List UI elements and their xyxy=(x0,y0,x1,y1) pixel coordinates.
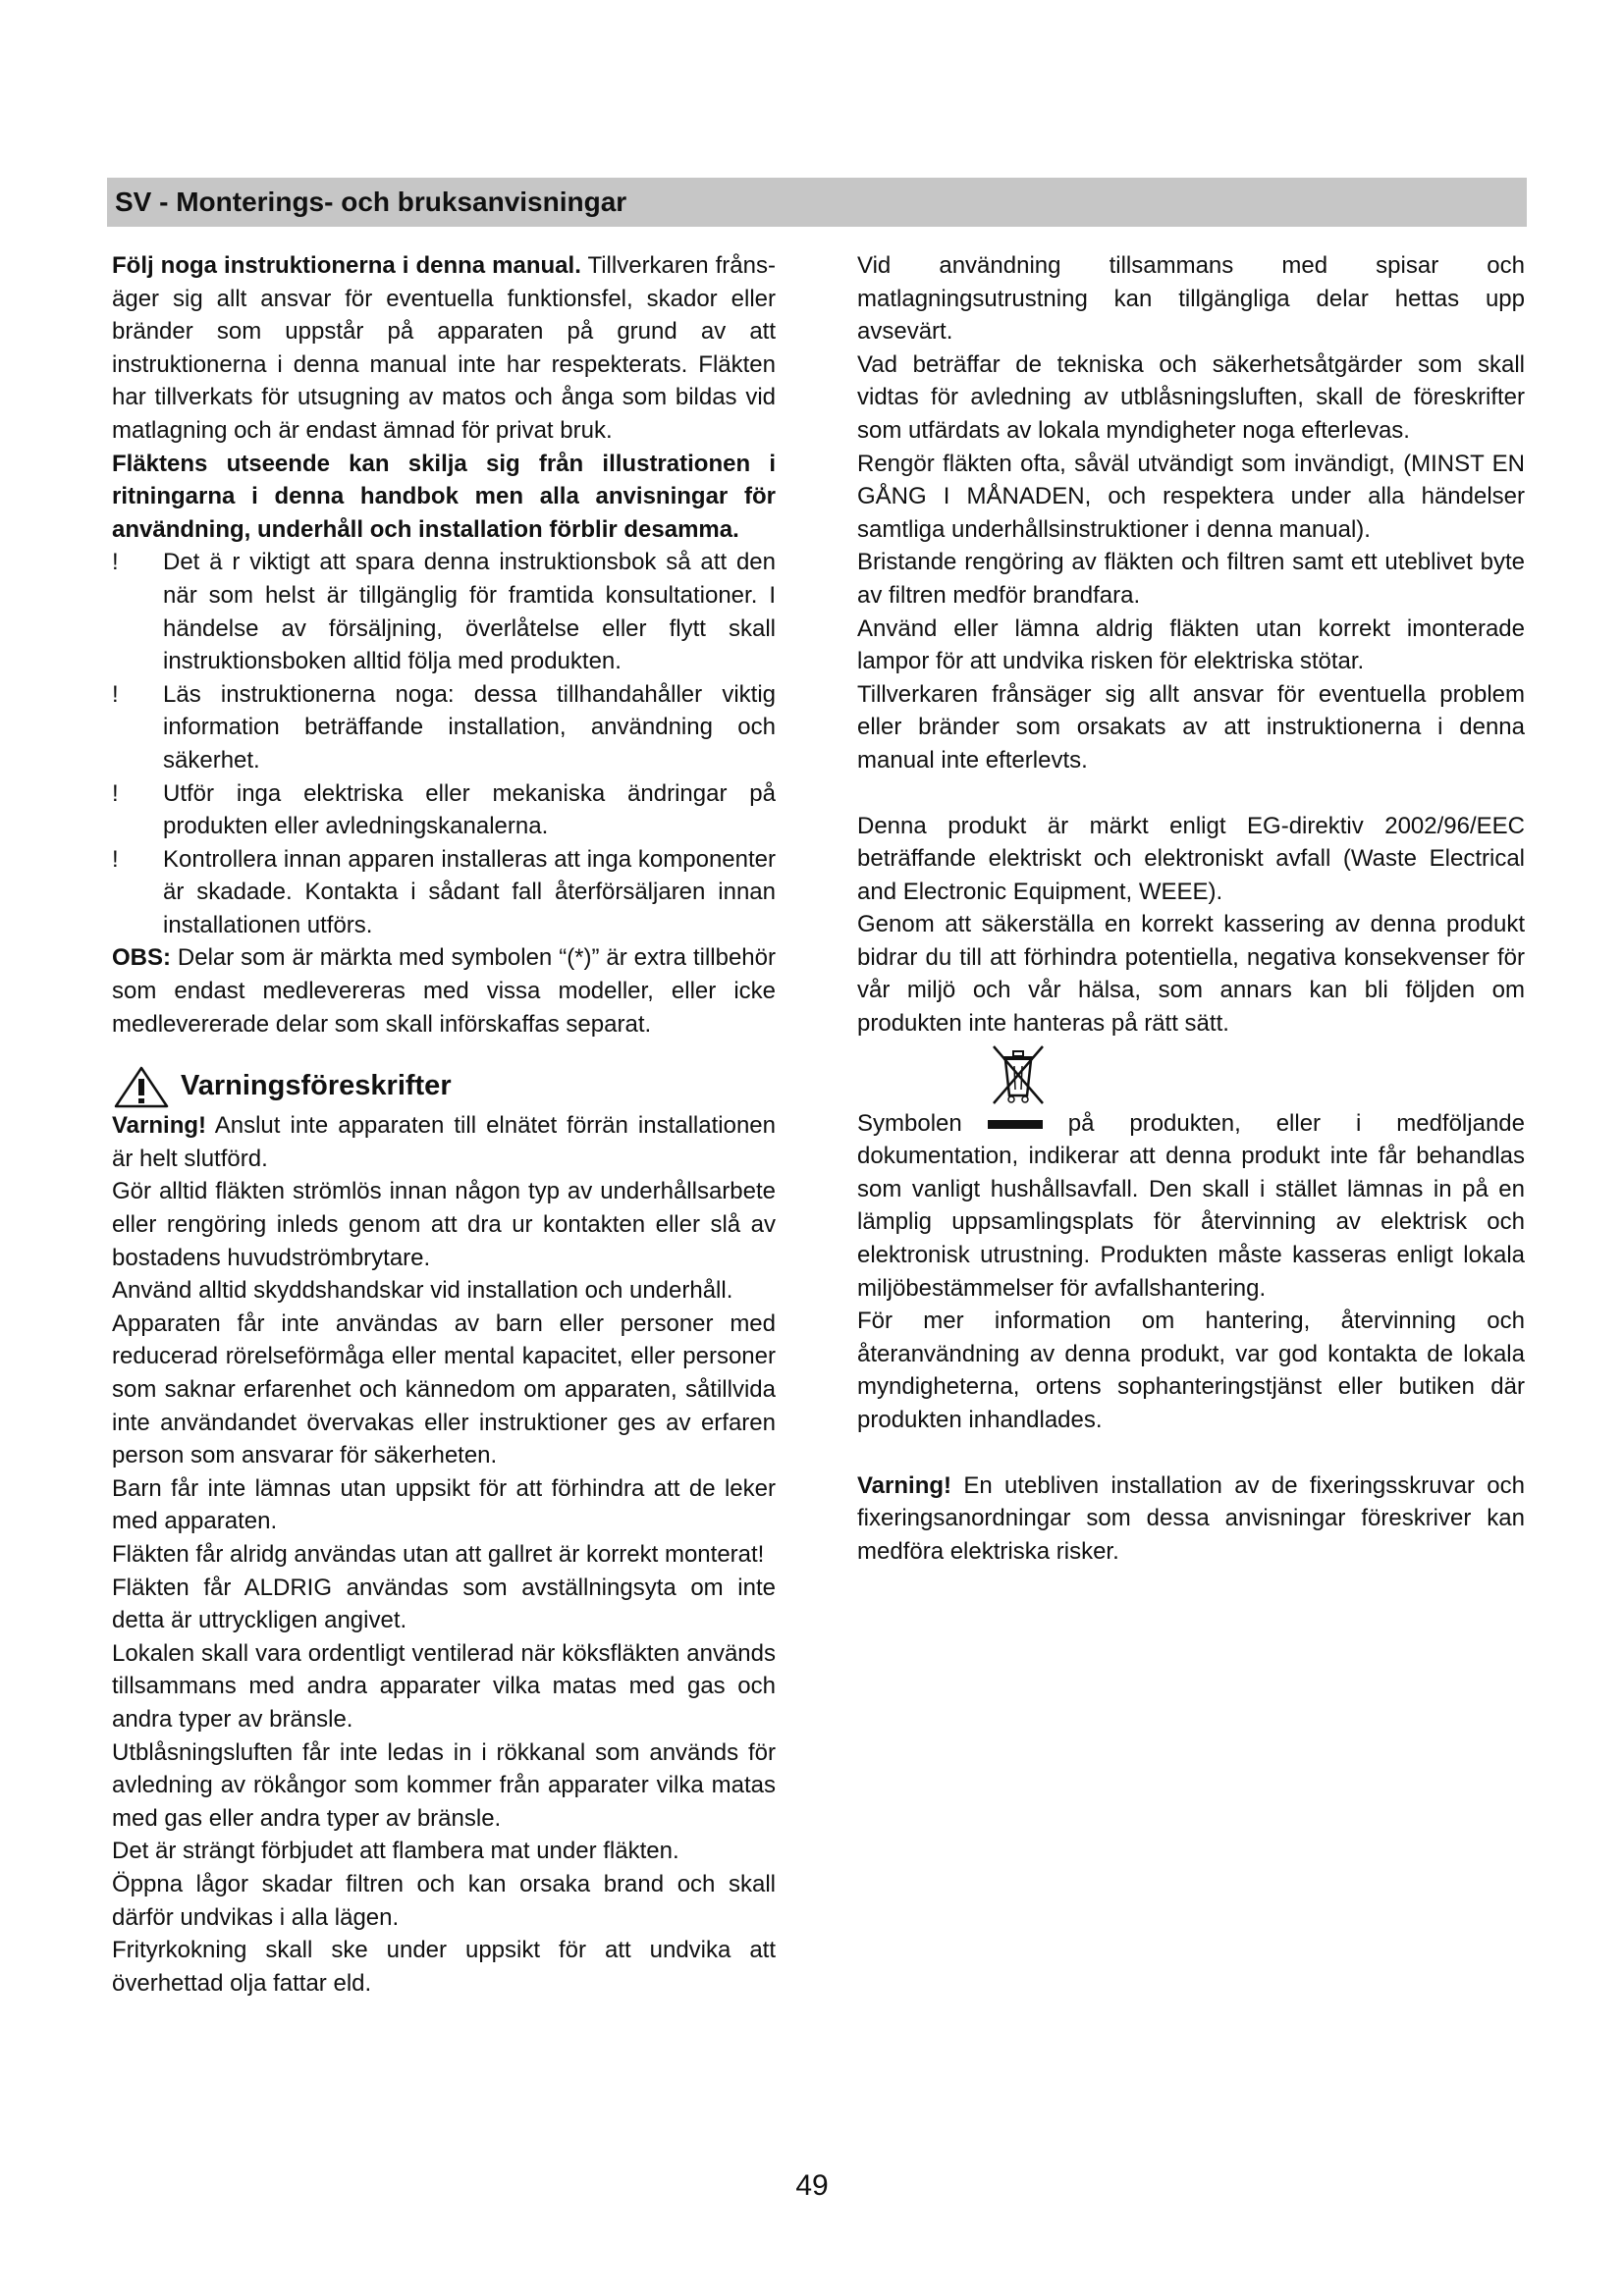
paragraph: Genom att säkerställa en korrekt kassering av denna produkt bidrar du till att förhindra potentiella, negativa konsekvenser för vår miljö och vår hälsa, som annars kan bli följden om produkten inte hanteras på rätt sätt. xyxy=(857,911,1525,1038)
paragraph: Använd alltid skyddshandskar vid installation och underhåll. xyxy=(112,1277,733,1305)
paragraph: Vad beträffar de tekniska och säkerhetsåtgärder som skall vidtas för avledning av utblåsningsluften, skall de föreskrifter som utfärdats av lokala myndigheter noga efterlevas. xyxy=(857,350,1525,444)
weee-symbol xyxy=(857,1042,1525,1107)
paragraph: Öppna lågor skadar filtren och kan orsaka brand och skall därför undvikas i alla lägen. xyxy=(112,1870,776,1931)
paragraph: Bristande rengöring av fläkten och filtren samt ett uteblivet byte av filtren medför brandfara. xyxy=(857,549,1525,609)
paragraph: Fläkten får ALDRIG användas som avställningsyta om inte detta är uttryckligen angivet. xyxy=(112,1574,776,1634)
paragraph: Apparaten får inte användas av barn eller personer med reducerad rörelseförmåga eller mental kapacitet, eller personer som saknar erfarenhet och kännedom om apparaten, såtillvida inte användandet övervakas eller instruktioner ges av erfaren person som ansvarar för säkerheten. xyxy=(112,1309,776,1469)
paragraph: Denna produkt är märkt enligt EG-direktiv 2002/96/EEC beträffande elektriskt och elektroniskt avfall (Waste Electrical and Electronic Equipment, WEEE). xyxy=(857,812,1525,905)
symbol-word: Symbolen xyxy=(857,1109,962,1137)
exclamation-mark: ! xyxy=(112,680,119,708)
bullet-item xyxy=(112,546,776,677)
paragraph: För mer information om hantering, återvinning och återanvändning av denna produkt, var god kontakta de lokala myndigheterna, ortens sophanteringstjänst eller butiken där produkten inhandlades. xyxy=(857,1308,1525,1433)
exclamation-mark: ! xyxy=(112,845,119,873)
page-number: 49 xyxy=(795,2169,829,2202)
obs-label: OBS: xyxy=(112,944,171,972)
paragraph: Vid användning tillsammans med spisar och matlagningsutrustning kan tillgängliga delar hettas upp avsevärt. xyxy=(857,252,1525,346)
crossed-bin-icon xyxy=(988,1042,1049,1107)
obs-paragraph xyxy=(112,941,776,1041)
right-column xyxy=(857,249,1525,1568)
black-bar-icon xyxy=(988,1120,1043,1129)
warning-label: Varning! xyxy=(112,1112,207,1140)
warning-triangle-icon xyxy=(112,1064,171,1109)
warning-label: Varning! xyxy=(857,1471,952,1499)
spacer xyxy=(857,777,1525,810)
paragraph: Använd eller lämna aldrig fläkten utan korrekt imonterade lampor för att undvika risken för elektriska stötar. xyxy=(857,614,1525,675)
bullet-text: Läs instruktionerna noga: dessa tillhandahåller viktig information beträffande installation, användning och säkerhet. xyxy=(163,680,776,774)
intro-paragraph xyxy=(112,249,776,448)
warning-text: Anslut inte apparaten till elnätet förrän installationen är helt slutförd. xyxy=(112,1112,776,1172)
exclamation-mark: ! xyxy=(112,549,119,576)
warning-text: En utebliven installation av de fixeringsskruvar och fixeringsanordningar som dessa anvisningar föreskriver kan medföra elektriska risker. xyxy=(857,1471,1525,1565)
section-title: SV - Monterings- och bruksanvisningar xyxy=(115,187,627,217)
spacer xyxy=(857,1437,1525,1469)
paragraph: Gör alltid fläkten strömlös innan någon typ av underhållsarbete eller rengöring inleds genom att dra ur kontakten eller slå av bostadens huvudströmbrytare. xyxy=(112,1178,776,1271)
left-column xyxy=(112,249,776,2000)
paragraph: Utblåsningsluften får inte ledas in i rökkanal som används för avledning av rökångor som kommer från apparater vilka matas med gas eller andra typer av bränsle. xyxy=(112,1738,776,1832)
exclamation-mark: ! xyxy=(112,779,119,807)
bullet-item xyxy=(112,678,776,777)
intro-bold: Följ noga instruktionerna i denna manual. xyxy=(112,252,581,279)
obs-text: Delar som är märkta med symbolen “(*)” är extra tillbehör som endast medlevereras med vissa modeller, eller icke medlevererade delar som skall införskaffas separat. xyxy=(112,944,776,1038)
bullet-text: Kontrollera innan apparen installeras att inga komponenter är skadade. Kontakta i sådant fall återförsäljaren innan installationen utförs. xyxy=(163,845,776,938)
paragraph: Det är strängt förbjudet att flambera mat under fläkten. xyxy=(112,1838,679,1865)
intro-text: Tillverkaren frånsäger sig allt ansvar för eventuella funktionsfel, skador eller bränder som uppstår på apparaten på grund av att instruktionerna i denna manual inte har respekterats. Fläkten har tillverkats för utsugning av matos och ånga som bildas vid matlagning och är endast ämnad för privat bruk. xyxy=(112,252,776,444)
paragraph: Lokalen skall vara ordentligt ventilerad när köksfläkten används tillsammans med andra apparater vilka matas med gas och andra typer av bränsle. xyxy=(112,1639,776,1733)
symbol-text: på produkten, eller i medföljande dokumentation, indikerar att denna produkt inte får behandlas som vanligt hushållsavfall. Den skall i stället lämnas in på en lämplig uppsamlingsplats för återvinning av elektrisk och elektronisk utrustning. Produkten måste kasseras enligt lokala miljöbestämmelser för avfallshantering. xyxy=(857,1109,1525,1302)
paragraph: Barn får inte lämnas utan uppsikt för att förhindra att de leker med apparaten. xyxy=(112,1474,776,1535)
warnings-heading xyxy=(112,1064,776,1109)
paragraph: Fläkten får alridg användas utan att gallret är korrekt monterat! xyxy=(112,1540,765,1568)
bullet-text: Utför inga elektriska eller mekaniska ändringar på produkten eller avledningskanalerna. xyxy=(163,779,776,840)
section-header-bar xyxy=(107,178,1527,227)
paragraph: Rengör fläkten ofta, såväl utvändigt som invändigt, (MINST EN GÅNG I MÅNADEN, och respektera under alla händelser samtliga underhållsinstruktioner i denna manual). xyxy=(857,450,1525,543)
bullet-text: Det ä r viktigt att spara denna instruktionsbok så att den när som helst är tillgänglig för framtida konsultationer. I händelse av försäljning, överlåtelse eller flytt skall instruktionsboken alltid följa med produkten. xyxy=(163,549,776,675)
paragraph: Frityrkokning skall ske under uppsikt för att undvika att överhettad olja fattar eld. xyxy=(112,1937,776,1997)
symbol-paragraph xyxy=(857,1107,1525,1306)
bullet-item xyxy=(112,843,776,942)
appearance-note: Fläktens utseende kan skilja sig från illustrationen i ritningarna i denna handbok men alla anvisningar för användning, underhåll och installation förblir desamma. xyxy=(112,450,776,543)
paragraph: Tillverkaren frånsäger sig allt ansvar för eventuella problem eller bränder som orsakats av att instruktionerna i denna manual inte efterlevts. xyxy=(857,680,1525,774)
bullet-item xyxy=(112,777,776,843)
warnings-title: Varningsföreskrifter xyxy=(181,1070,452,1102)
warning-paragraph xyxy=(112,1109,776,1175)
warning-paragraph xyxy=(857,1469,1525,1569)
